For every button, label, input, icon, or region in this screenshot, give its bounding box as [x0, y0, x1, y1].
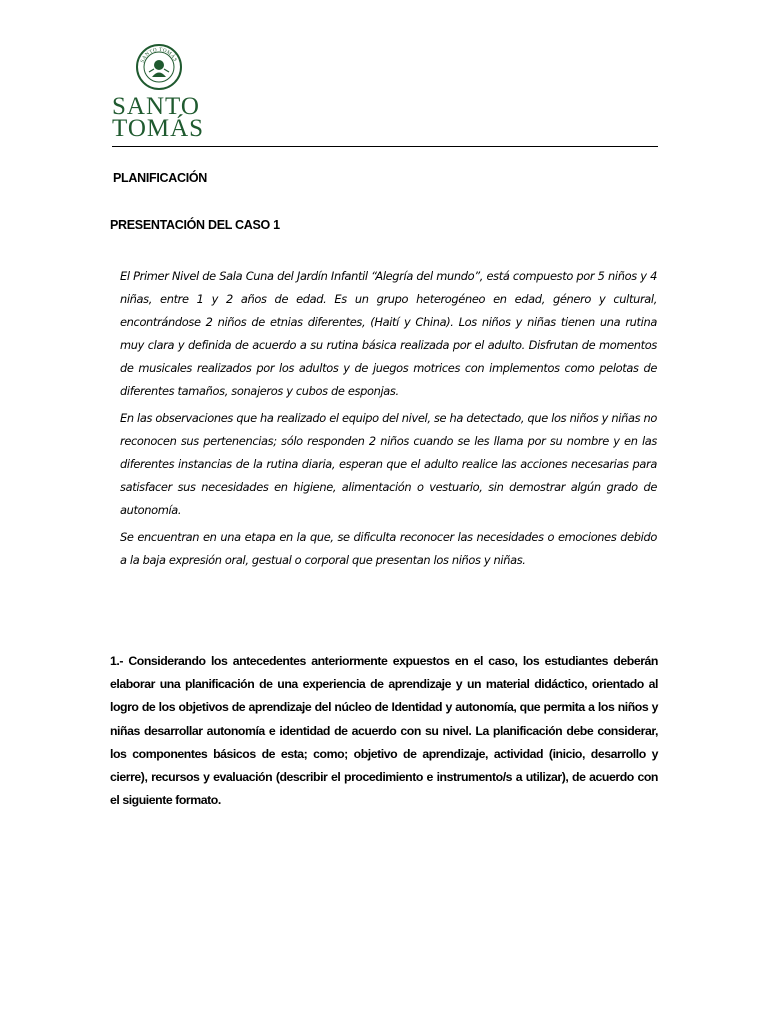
case-description	[120, 265, 657, 576]
seal-text: SANTO TOMÁS	[139, 46, 178, 64]
case-paragraph: Se encuentran en una etapa en la que, se dificulta reconocer las necesidades o emociones debido a la baja expresión oral, gestual o corporal que presentan los niños y niñas.	[120, 530, 657, 567]
wordmark-line-2: TOMÁS	[112, 115, 205, 142]
santo-tomas-seal-logo	[136, 44, 182, 90]
wordmark-line-1: SANTO	[112, 93, 200, 120]
case-paragraph: El Primer Nivel de Sala Cuna del Jardín Infantil “Alegría del mundo”, está compuesto por 5 niños y 4 niñas, entre 1 y 2 años de edad. Es un grupo heterogéneo en edad, género y cultural, encontrándose 2 niños de etnias diferentes, (Haití y China). Los niños y niñas tienen una rutina muy clara y definida de acuerdo a su rutina básica realizada por el adulto. Disfrutan de momentos de musicales realizados por los adultos y de juegos motrices con implementos como pelotas de diferentes tamaños, sonajeros y cubos de esponjas.	[120, 269, 657, 398]
question-1: 1.- Considerando los antecedentes anteriormente expuestos en el caso, los estudiantes deberán elaborar una planificación de una experiencia de aprendizaje y un material didáctico, orientado al logro de los objetivos de aprendizaje del núcleo de Identidad y autonomía, que permita a los niños y niñas desarrollar autonomía e identidad de acuerdo con su nivel. La planificación debe considerar, los componentes básicos de esta; como; objetivo de aprendizaje, actividad (inicio, desarrollo y cierre), recursos y evaluación (describir el procedimiento e instrumento/s a utilizar), de acuerdo con el siguiente formato.	[110, 654, 658, 808]
case-paragraph: En las observaciones que ha realizado el equipo del nivel, se ha detectado, que los niños y niñas no reconocen sus pertenencias; sólo responden 2 niños cuando se les llama por su nombre y en las diferentes instancias de la rutina diaria, esperan que el adulto realice las acciones necesarias para satisfacer sus necesidades en higiene, alimentación o vestuario, sin demostrar algún grado de autonomía.	[120, 411, 657, 517]
heading-planificacion: PLANIFICACIÓN	[113, 171, 208, 185]
santo-tomas-wordmark	[112, 93, 222, 142]
header-divider	[112, 146, 658, 147]
heading-presentacion-caso: PRESENTACIÓN DEL CASO 1	[110, 218, 280, 232]
